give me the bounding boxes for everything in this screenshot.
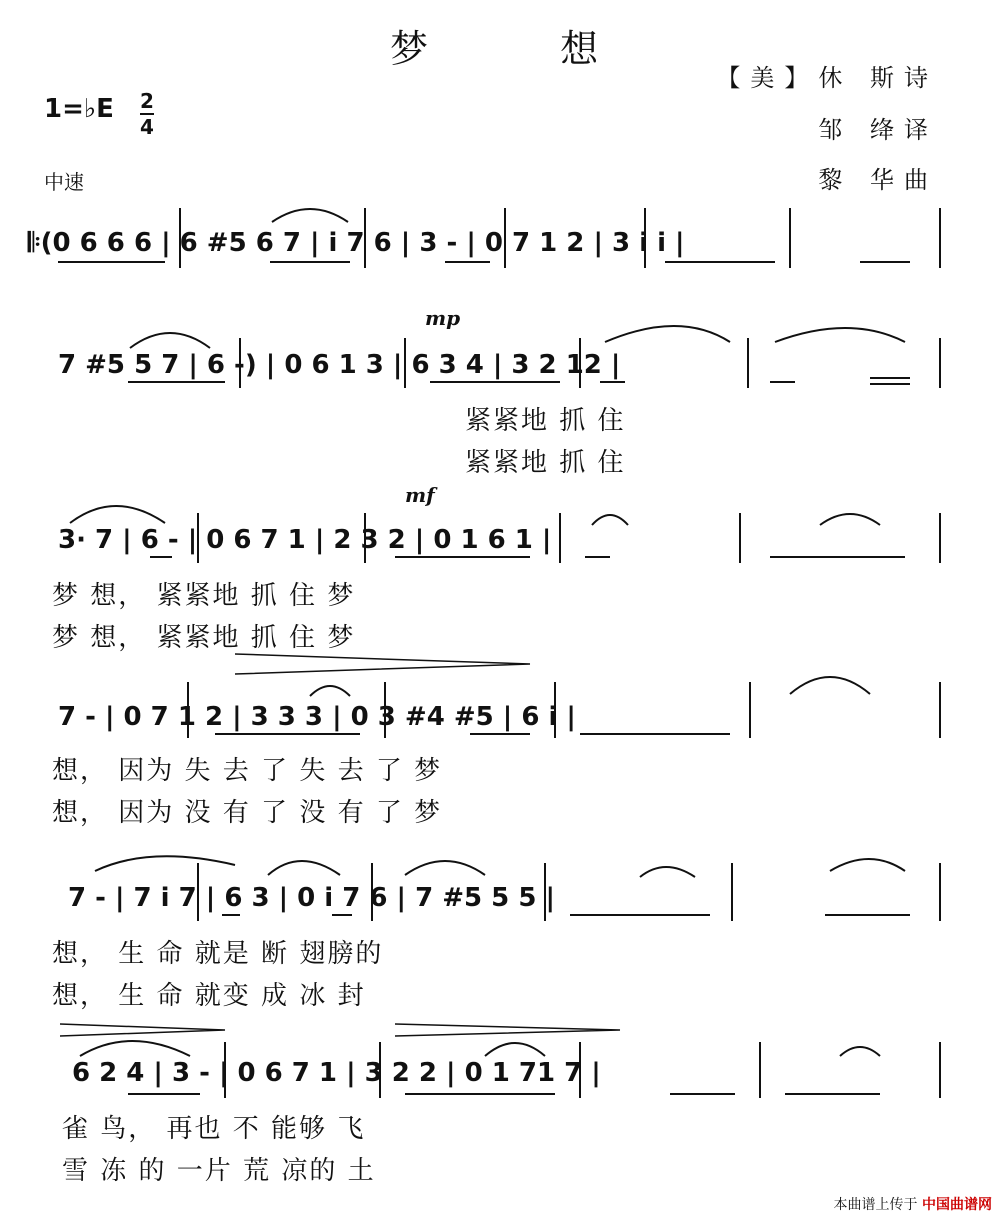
staff-system-3 <box>0 475 1000 665</box>
system-5-notes: 7 - | 7 i 7 | 6 3 | 0 i 7 6 | 7 #5 5 5 | <box>68 883 555 913</box>
system-1-notes: 𝄆(0 6 6 6 | 6 #5 6 7 | i 7 6 | 3 - | 0 7 1 2 | 3 i i | <box>28 228 685 258</box>
staff-system-1 <box>0 200 1000 310</box>
system-6-notes: 6 2 4 | 3 - | 0 6 7 1 | 3 2 2 | 0 1 71 7 | <box>72 1058 601 1088</box>
footer-prefix: 本曲谱上传于 <box>833 1197 918 1213</box>
credit-composer: 黎 华曲 <box>818 166 938 194</box>
system-3-notes: 3· 7 | 6 - | 0 6 7 1 | 2 3 2 | 0 1 6 1 | <box>58 525 552 555</box>
system-4-lyrics-verse-1: 想， 因为 失 去 了 失 去 了 梦 <box>52 756 443 786</box>
staff-system-6 <box>0 1012 1000 1192</box>
dynamic-mp: mp <box>425 306 461 330</box>
dynamic-mf: mf <box>405 483 435 507</box>
staff-system-5 <box>0 835 1000 1015</box>
system-6-lyrics-verse-1: 雀 鸟， 再也 不 能够 飞 <box>62 1114 366 1144</box>
time-signature-bottom: 4 <box>140 115 154 139</box>
credit-translator: 邹 绛译 <box>818 116 938 144</box>
footer-watermark <box>834 1194 992 1214</box>
system-5-lyrics-verse-2: 想， 生 命 就变 成 冰 封 <box>52 981 366 1011</box>
tempo-marking: 中速 <box>44 170 84 194</box>
system-4-notes: 7 - | 0 7 1 2 | 3 3 3 | 0 3 #4 #5 | 6 i | <box>58 702 576 732</box>
staff-system-2 <box>0 300 1000 480</box>
key-signature: 1=♭E <box>44 94 114 124</box>
system-3-lyrics-verse-2: 梦 想， 紧紧地 抓 住 梦 <box>52 623 356 653</box>
site-brand-link[interactable]: 中国曲谱网 <box>922 1197 992 1213</box>
system-5-lyrics-verse-1: 想， 生 命 就是 断 翅膀的 <box>52 939 384 969</box>
system-2-notes: 7 #5 5 7 | 6 -) | 0 6 1 3 | 6 3 4 | 3 2 12 | <box>58 350 621 380</box>
time-signature-top: 2 <box>140 89 154 113</box>
system-3-lyrics-verse-1: 梦 想， 紧紧地 抓 住 梦 <box>52 581 356 611</box>
system-2-lyrics-verse-1: 紧紧地 抓 住 <box>465 406 626 436</box>
time-signature <box>140 90 154 138</box>
system-6-lyrics-verse-2: 雪 冻 的 一片 荒 凉的 土 <box>62 1156 376 1186</box>
credit-poet: 【美】休 斯诗 <box>716 64 938 92</box>
system-2-lyrics-verse-2: 紧紧地 抓 住 <box>465 448 626 478</box>
song-title: 梦 想 <box>390 27 659 71</box>
system-4-lyrics-verse-2: 想， 因为 没 有 了 没 有 了 梦 <box>52 798 443 828</box>
staff-system-4 <box>0 650 1000 840</box>
